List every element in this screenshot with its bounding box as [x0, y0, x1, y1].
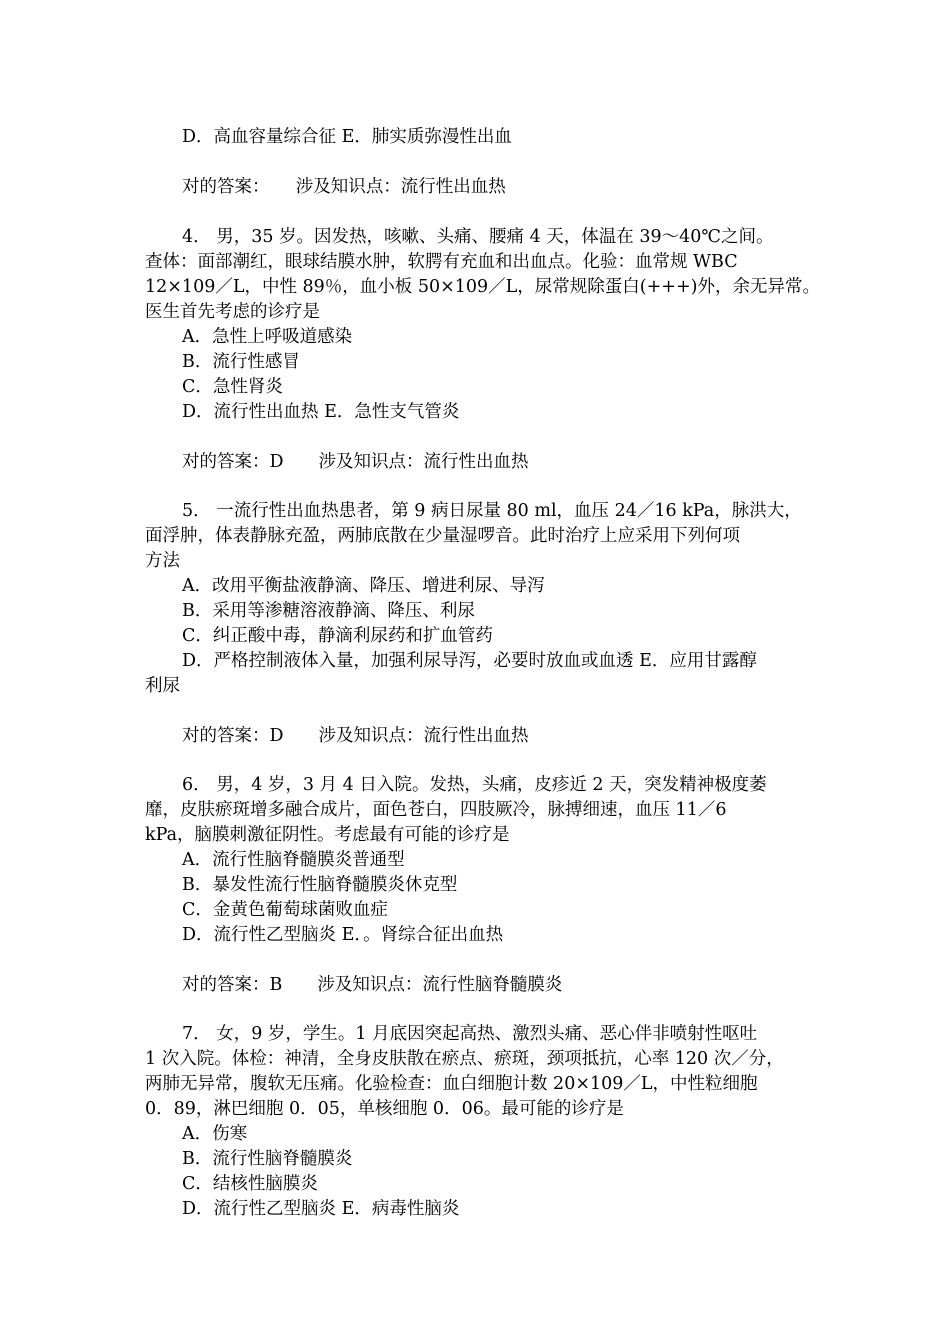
q4-answer: 对的答案：D 涉及知识点：流行性出血热 — [182, 452, 529, 472]
q4-stem-line-4: 医生首先考虑的诊疗是 — [145, 302, 320, 322]
q5-option-a: A．改用平衡盐液静滴、降压、增进利尿、导泻 — [182, 576, 545, 596]
q7-option-b: B．流行性脑脊髓膜炎 — [182, 1149, 353, 1169]
q5-option-c: C．纠正酸中毒，静滴利尿药和扩血管药 — [182, 626, 493, 646]
q5-stem-line-1: 5． 一流行性出血热患者，第 9 病日尿量 80 ml，血压 24／16 kPa，脉洪大， — [182, 501, 802, 521]
q6-option-c: C．金黄色葡萄球菌败血症 — [182, 900, 388, 920]
q4-option-b: B．流行性感冒 — [182, 352, 300, 372]
q6-stem-line-2: 靡，皮肤瘀斑增多融合成片，面色苍白，四肢厥冷，脉搏细速，血压 11／6 — [145, 800, 727, 820]
q7-stem-line-2: 1 次入院。体检：神清，全身皮肤散在瘀点、瘀斑，颈项抵抗，心率 120 次／分， — [145, 1049, 784, 1069]
q7-option-de: D．流行性乙型脑炎 E．病毒性脑炎 — [182, 1199, 460, 1219]
q5-option-continuation: 利尿 — [145, 676, 180, 696]
q4-option-c: C．急性肾炎 — [182, 377, 283, 397]
q6-answer: 对的答案：B 涉及知识点：流行性脑脊髓膜炎 — [182, 975, 563, 995]
q7-stem-line-3: 两肺无异常，腹软无压痛。化验检查：血白细胞计数 20×109／L，中性粒细胞 — [145, 1074, 758, 1094]
q5-stem-line-2: 面浮肿，体表静脉充盈，两肺底散在少量湿啰音。此时治疗上应采用下列何项 — [145, 526, 740, 546]
q5-option-b: B．采用等渗糖溶液静滴、降压、利尿 — [182, 601, 475, 621]
q6-option-a: A．流行性脑脊髓膜炎普通型 — [182, 850, 405, 870]
q4-stem-line-1: 4． 男，35 岁。因发热，咳嗽、头痛、腰痛 4 天，体温在 39～40℃之间。 — [182, 227, 774, 247]
q5-option-de: D．严格控制液体入量，加强利尿导泻，必要时放血或血透 E．应用甘露醇 — [182, 651, 757, 671]
q4-option-a: A．急性上呼吸道感染 — [182, 327, 353, 347]
q6-option-b: B．暴发性流行性脑脊髓膜炎休克型 — [182, 875, 458, 895]
q7-option-c: C．结核性脑膜炎 — [182, 1174, 318, 1194]
q7-stem-line-1: 7． 女，9 岁，学生。1 月底因突起高热、激烈头痛、恶心伴非喷射性呕吐 — [182, 1024, 758, 1044]
q6-stem-line-3: kPa，脑膜刺激征阴性。考虑最有可能的诊疗是 — [145, 825, 510, 845]
q7-option-a: A．伤寒 — [182, 1124, 248, 1144]
q7-stem-line-4: 0．89，淋巴细胞 0．05，单核细胞 0．06。最可能的诊疗是 — [145, 1099, 624, 1119]
q3-option-de: D．高血容量综合征 E．肺实质弥漫性出血 — [182, 127, 512, 147]
q4-option-de: D．流行性出血热 E．急性支气管炎 — [182, 402, 460, 422]
q6-stem-line-1: 6． 男，4 岁，3 月 4 日入院。发热，头痛，皮疹近 2 天，突发精神极度萎 — [182, 775, 767, 795]
q4-stem-line-2: 查体：面部潮红，眼球结膜水肿，软腭有充血和出血点。化验：血常规 WBC — [145, 252, 738, 272]
q5-answer: 对的答案：D 涉及知识点：流行性出血热 — [182, 726, 529, 746]
q3-answer: 对的答案： 涉及知识点：流行性出血热 — [182, 177, 506, 197]
q4-stem-line-3: 12×109／L，中性 89％，血小板 50×109／L，尿常规除蛋白(+++)外，余无异常。 — [145, 277, 820, 297]
q5-stem-line-3: 方法 — [145, 551, 180, 571]
q6-option-de: D．流行性乙型脑炎 E．。肾综合征出血热 — [182, 925, 504, 945]
